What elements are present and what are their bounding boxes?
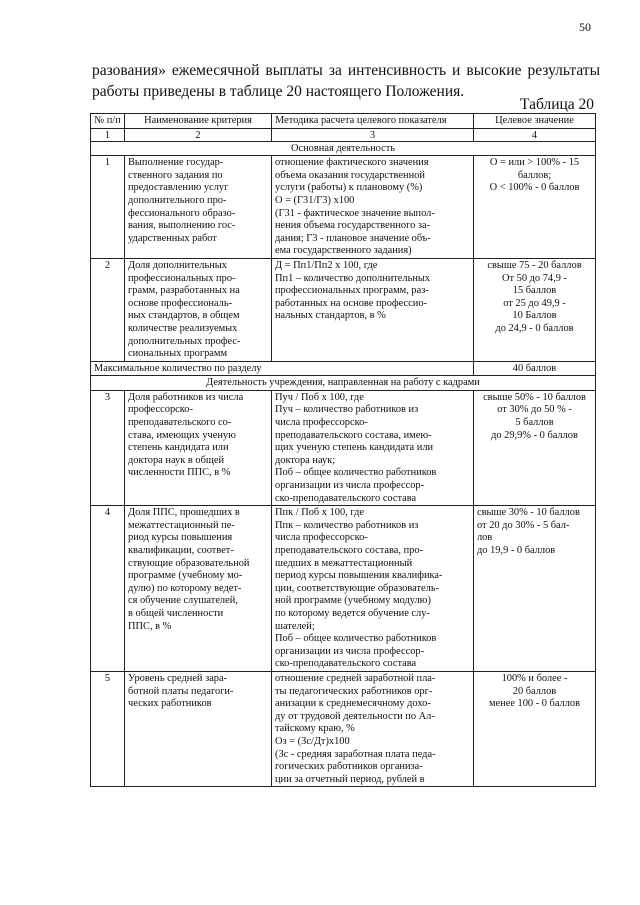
criterion-name-line: Выполнение государ- [128,157,224,169]
target-value-line: 15 баллов [512,285,557,297]
target-value [474,506,596,672]
table-row [91,671,596,786]
row-number: 3 [91,390,125,505]
calculation-method-line: ема государственного задания) [275,245,412,257]
criterion-name-line: ческих работников [128,698,212,710]
calculation-method-line: ско-преподавательского состава [275,492,417,504]
calculation-method-line: Пуч / Поб х 100, где [275,391,364,403]
target-value [474,390,596,505]
criterion-name-line: Доля работников из числа [128,391,244,403]
calculation-method-line: ции за отчетный период, рублей в [275,773,425,785]
calculation-method-line: числа профессорско- [275,532,368,544]
header-target-value: Целевое значение [474,114,596,129]
section-title: Основная деятельность [91,141,596,156]
calculation-method-line: период курсы повышения квалифика- [275,570,443,582]
calculation-method-line: гогических работников организа- [275,761,423,773]
calculation-method-line: ду от трудовой деятельности по Ал- [275,710,435,722]
table-row [91,258,596,361]
column-index: 1 [91,128,125,141]
criterion-name-line: ППС, в % [128,620,172,632]
target-value-line: От 50 до 74,9 - [502,272,567,284]
calculation-method-line: ско-преподавательского состава [275,658,417,670]
table-row [91,156,596,259]
calculation-method-line: преподавательского состава, имею- [275,429,432,441]
criterion-name-line: профессорско- [128,404,193,416]
row-number: 5 [91,671,125,786]
calculation-method [272,258,474,361]
criterion-name [125,506,272,672]
section-1-rows [91,156,596,362]
calculation-method-line: отношение средней заработной пла- [275,672,436,684]
calculation-method-line: организации из числа профессор- [275,480,425,492]
target-value-line: до 24,9 - 0 баллов [495,322,574,334]
criterion-name [125,671,272,786]
row-number: 1 [91,156,125,259]
intro-line-2: работы приведены в таблице 20 настоящего Положения. [92,83,465,100]
target-value [474,671,596,786]
target-value-line: О = или > 100% - 15 [489,157,580,169]
criterion-name-line: дулю) по которому ведет- [128,582,242,594]
calculation-method-line: шедших в межаттестационный [275,557,413,569]
target-value-line: свыше 30% - 10 баллов [477,507,580,519]
calculation-method-line: профессиональных программ, раз- [275,285,429,297]
calculation-method-line: по которому ведется обучение слу- [275,607,430,619]
calculation-method-line: дания; Г3 - плановое значение объ- [275,232,431,244]
section-title: Деятельность учреждения, направленная на работу с кадрами [91,376,596,391]
criterion-name [125,258,272,361]
calculation-method-line: нальных стандартов, в % [275,310,386,322]
target-value-line: до 19,9 - 0 баллов [477,545,556,556]
target-value-line: свыше 50% - 10 баллов [483,391,586,403]
calculation-method [272,156,474,259]
header-method: Методика расчета целевого показателя [272,114,474,129]
criterion-name-line: степень кандидата или [128,442,229,454]
criterion-name-line: грамм, разработанных на [128,285,240,297]
target-value-line: от 25 до 49,9 - [503,297,566,309]
criterion-name-line: Доля дополнительных [128,259,227,271]
header-number: № п/п [91,114,125,129]
max-score-value: 40 баллов [474,361,596,376]
calculation-method [272,390,474,505]
calculation-method-line: ты педагогических работников орг- [275,685,433,697]
calculation-method-line: (Зс - средняя заработная плата педа- [275,748,436,760]
calculation-method-line: Ппк / Поб х 100, где [275,507,364,519]
intro-line-1: разования» ежемесячной выплаты за интенсивность и высокие результаты [92,62,600,79]
criterion-name-line: вания, выполнению гос- [128,220,236,232]
column-index: 3 [272,128,474,141]
row-number: 2 [91,258,125,361]
calculation-method-line: отношение фактического значения [275,157,429,169]
criterion-name-line: основе профессиональ- [128,297,233,309]
criterion-name-line: численности ППС, в % [128,467,231,479]
target-value-line: от 30% до 50 % - [497,404,572,416]
calculation-method-line: организации из числа профессор- [275,645,425,657]
criterion-name-line: количестве реализуемых [128,322,238,334]
section-2-rows [91,390,596,786]
criterion-name-line: межаттестационный пе- [128,519,235,531]
target-value-line: 20 баллов [512,685,557,697]
section-row-staff [91,376,596,391]
criterion-name-line: ных стандартов, в общем [128,310,240,322]
target-value-line: лов [477,532,493,544]
criterion-name-line: дополнительных профес- [128,335,241,347]
calculation-method-line: Пп1 – количество дополнительных [275,272,431,284]
calculation-method-line: услуги (работы) к плановому (%) [275,182,423,194]
table-row [91,506,596,672]
criterion-name-line: става, имеющих ученую [128,429,236,441]
calculation-method-line: Поб – общее количество работников [275,467,437,479]
target-value [474,258,596,361]
criterion-name-line: ся обучение слушателей, [128,595,238,607]
calculation-method-line: (Г31 - фактическое значение выпол- [275,207,435,219]
calculation-method-line: нения объема государственного за- [275,220,431,232]
target-value-line: от 20 до 30% - 5 бал- [477,519,570,531]
criterion-name-line: ственного задания по [128,169,223,181]
criterion-name-line: ботной платы педагоги- [128,685,234,697]
target-value-line: менее 100 - 0 баллов [488,698,581,710]
column-index-row [91,128,596,141]
calculation-method-line: Пуч – количество работников из [275,404,419,416]
criteria-table [90,113,596,787]
target-value-line: 100% и более - [501,672,568,684]
criterion-name-line: доктора наук в общей [128,454,225,466]
page-number: 50 [579,20,591,34]
criterion-name-line: ударственных работ [128,232,217,244]
column-index: 4 [474,128,596,141]
calculation-method-line: шателей; [275,620,315,632]
calculation-method-line: Ппк – количество работников из [275,519,419,531]
calculation-method-line: щих ученую степень кандидата или [275,442,434,454]
max-score-label: Максимальное количество по разделу [91,361,474,376]
target-value-line: до 29,9% - 0 баллов [491,429,578,441]
calculation-method-line: Оз = (Зс/Дт)х100 [275,735,350,747]
criterion-name-line: сиональных программ [128,348,228,360]
calculation-method-line: объема оказания государственной [275,169,425,181]
target-value-line: 5 баллов [515,417,554,429]
target-value [474,156,596,259]
header-criterion: Наименование критерия [125,114,272,129]
criterion-name-line: ствующие образовательной [128,557,250,569]
table-title: Таблица 20 [520,96,595,113]
calculation-method-line: преподавательского состава, про- [275,545,423,556]
criterion-name [125,390,272,505]
criterion-name-line: программе (учебному мо- [128,570,243,582]
table-header-row [91,114,596,129]
criterion-name-line: профессиональных про- [128,272,236,284]
criterion-name-line: предоставлению услуг [128,182,229,194]
target-value-line: свыше 75 - 20 баллов [487,259,582,271]
criterion-name-line: фессионального образо- [128,207,236,219]
calculation-method-line: числа профессорско- [275,417,368,429]
calculation-method [272,671,474,786]
target-value-line: 10 Баллов [512,310,557,322]
calculation-method-line: доктора наук; [275,454,336,466]
criterion-name-line: Уровень средней зара- [128,672,228,684]
calculation-method-line: О = (Г31/Г3) х100 [275,194,355,206]
calculation-method-line: анизации к среднемесячному дохо- [275,698,431,710]
calculation-method-line: ции, соответствующие образователь- [275,582,440,594]
criterion-name [125,156,272,259]
criterion-name-line: квалификации, соответ- [128,545,234,556]
calculation-method-line: Д = Пп1/Пп2 х 100, где [275,259,378,271]
target-value-line: баллов; [517,169,552,181]
section-max-row [91,361,596,376]
target-value-line: О < 100% - 0 баллов [489,182,580,194]
calculation-method-line: ной программе (учебному модулю) [275,595,431,607]
calculation-method [272,506,474,672]
table-row [91,390,596,505]
calculation-method-line: работанных на основе профессио- [275,297,427,309]
column-index: 2 [125,128,272,141]
criterion-name-line: риод курсы повышения [128,532,233,544]
criterion-name-line: преподавательского со- [128,417,232,429]
calculation-method-line: Поб – общее количество работников [275,633,437,645]
criterion-name-line: в общей численности [128,607,224,619]
section-row-main-activity [91,141,596,156]
criterion-name-line: дополнительного про- [128,194,227,206]
criterion-name-line: Доля ППС, прошедших в [128,507,240,519]
row-number: 4 [91,506,125,672]
calculation-method-line: тайскому краю, % [275,723,355,735]
